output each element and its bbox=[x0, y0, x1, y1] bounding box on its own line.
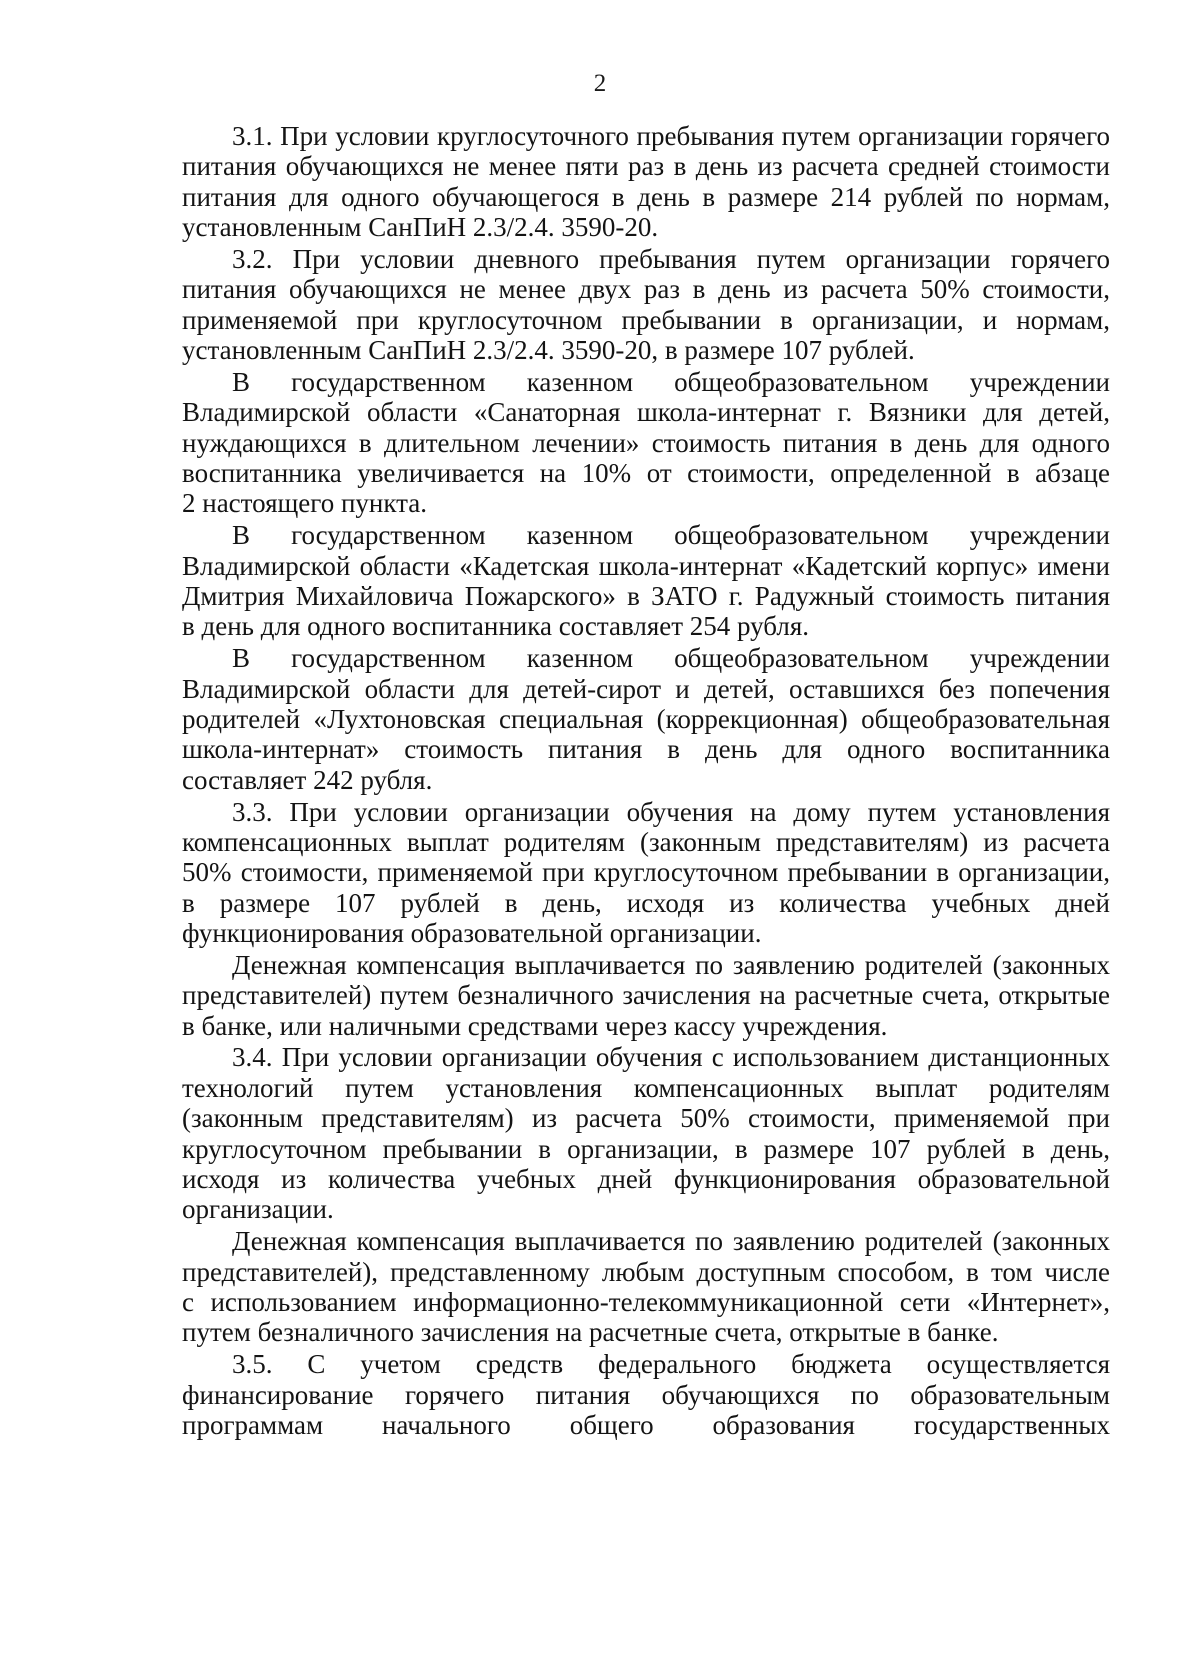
paragraph-line: финансирование горячего питания обучающихся по образовательным bbox=[182, 1379, 1110, 1410]
paragraph-line: родителей «Лухтоновская специальная (коррекционная) общеобразовательная bbox=[182, 703, 1110, 734]
paragraph-line: школа-интернат» стоимость питания в день для одного воспитанника bbox=[182, 734, 1110, 765]
paragraph-line: 3.1. При условии круглосуточного пребывания путем организации горячего bbox=[232, 121, 1110, 151]
paragraph-line: 3.2. При условии дневного пребывания путем организации горячего bbox=[232, 243, 1110, 274]
paragraph bbox=[182, 1349, 1110, 1440]
paragraph bbox=[182, 520, 1110, 642]
paragraph-line: 2 настоящего пункта. bbox=[182, 488, 427, 519]
paragraph-line: исходя из количества учебных дней функционирования образовательной bbox=[182, 1164, 1110, 1195]
paragraph-line: круглосуточном пребывании в организации, в размере 107 рублей в день, bbox=[182, 1133, 1110, 1164]
paragraph bbox=[182, 121, 1110, 243]
paragraph-line: 3.4. При условии организации обучения с использованием дистанционных bbox=[232, 1042, 1110, 1073]
paragraph-line: в день для одного воспитанника составляет 254 рубля. bbox=[182, 611, 810, 642]
paragraph-line: Денежная компенсация выплачивается по заявлению родителей (законных bbox=[232, 949, 1110, 980]
paragraph-line: В государственном казенном общеобразовательном учреждении bbox=[232, 643, 1110, 674]
paragraph-line: 3.3. При условии организации обучения на дому путем установления bbox=[232, 796, 1110, 827]
paragraph-line: представителей), представленному любым доступным способом, в том числе bbox=[182, 1256, 1110, 1287]
paragraph bbox=[182, 797, 1110, 949]
paragraph bbox=[182, 1042, 1110, 1224]
paragraph-line: в банке, или наличными средствами через кассу учреждения. bbox=[182, 1010, 888, 1041]
paragraph-line: составляет 242 рубля. bbox=[182, 764, 433, 795]
paragraph-line: (законным представителям) из расчета 50% стоимости, применяемой при bbox=[182, 1103, 1110, 1134]
paragraph-line: в размере 107 рублей в день, исходя из количества учебных дней bbox=[182, 887, 1110, 918]
paragraph-line: Дмитрия Михайловича Пожарского» в ЗАТО г. Радужный стоимость питания bbox=[182, 581, 1110, 612]
paragraph-line: организации. bbox=[182, 1194, 334, 1225]
paragraph-line: с использованием информационно-телекоммуникационной сети «Интернет», bbox=[182, 1286, 1110, 1317]
paragraph-line: воспитанника увеличивается на 10% от стоимости, определенной в абзаце bbox=[182, 458, 1110, 489]
paragraph-line: нуждающихся в длительном лечении» стоимость питания в день для одного bbox=[182, 427, 1110, 458]
paragraph bbox=[182, 950, 1110, 1041]
paragraph-line: В государственном казенном общеобразовательном учреждении bbox=[232, 520, 1110, 551]
paragraph-line: функционирования образовательной организации. bbox=[182, 918, 762, 949]
paragraph-line: питания обучающихся не менее двух раз в день из расчета 50% стоимости, bbox=[182, 274, 1110, 305]
paragraph bbox=[182, 1226, 1110, 1348]
paragraph bbox=[182, 643, 1110, 795]
paragraph-line: технологий путем установления компенсационных выплат родителям bbox=[182, 1072, 1110, 1103]
paragraph-line: В государственном казенном общеобразовательном учреждении bbox=[232, 366, 1110, 397]
paragraph-line: 3.5. С учетом средств федерального бюджета осуществляется bbox=[232, 1349, 1110, 1380]
paragraph-line: установленным СанПиН 2.3/2.4. 3590-20, в размере 107 рублей. bbox=[182, 335, 915, 366]
paragraph-line: Денежная компенсация выплачивается по заявлению родителей (законных bbox=[232, 1226, 1110, 1257]
paragraph-line: 50% стоимости, применяемой при круглосуточном пребывании в организации, bbox=[182, 857, 1110, 888]
paragraph-line: Владимирской области «Кадетская школа-интернат «Кадетский корпус» имени bbox=[182, 550, 1110, 581]
paragraph-line: питания обучающихся не менее пяти раз в день из расчета средней стоимости bbox=[182, 151, 1110, 182]
paragraph-line: путем безналичного зачисления на расчетные счета, открытые в банке. bbox=[182, 1317, 999, 1348]
page-number: 2 bbox=[593, 70, 607, 97]
paragraph-line: питания для одного обучающегося в день в размере 214 рублей по нормам, bbox=[182, 181, 1110, 212]
paragraph-line: применяемой при круглосуточном пребывании в организации, и нормам, bbox=[182, 304, 1110, 335]
paragraph bbox=[182, 244, 1110, 366]
paragraph-line: программам начального общего образования государственных bbox=[182, 1409, 1110, 1440]
paragraph-line: Владимирской области для детей-сирот и детей, оставшихся без попечения bbox=[182, 673, 1110, 704]
paragraph-line: установленным СанПиН 2.3/2.4. 3590-20. bbox=[182, 212, 659, 243]
document-body bbox=[182, 121, 1110, 1442]
paragraph-line: компенсационных выплат родителям (законным представителям) из расчета bbox=[182, 826, 1110, 857]
paragraph-line: Владимирской области «Санаторная школа-интернат г. Вязники для детей, bbox=[182, 397, 1110, 428]
paragraph-line: представителей) путем безналичного зачисления на расчетные счета, открытые bbox=[182, 980, 1110, 1011]
paragraph bbox=[182, 367, 1110, 519]
